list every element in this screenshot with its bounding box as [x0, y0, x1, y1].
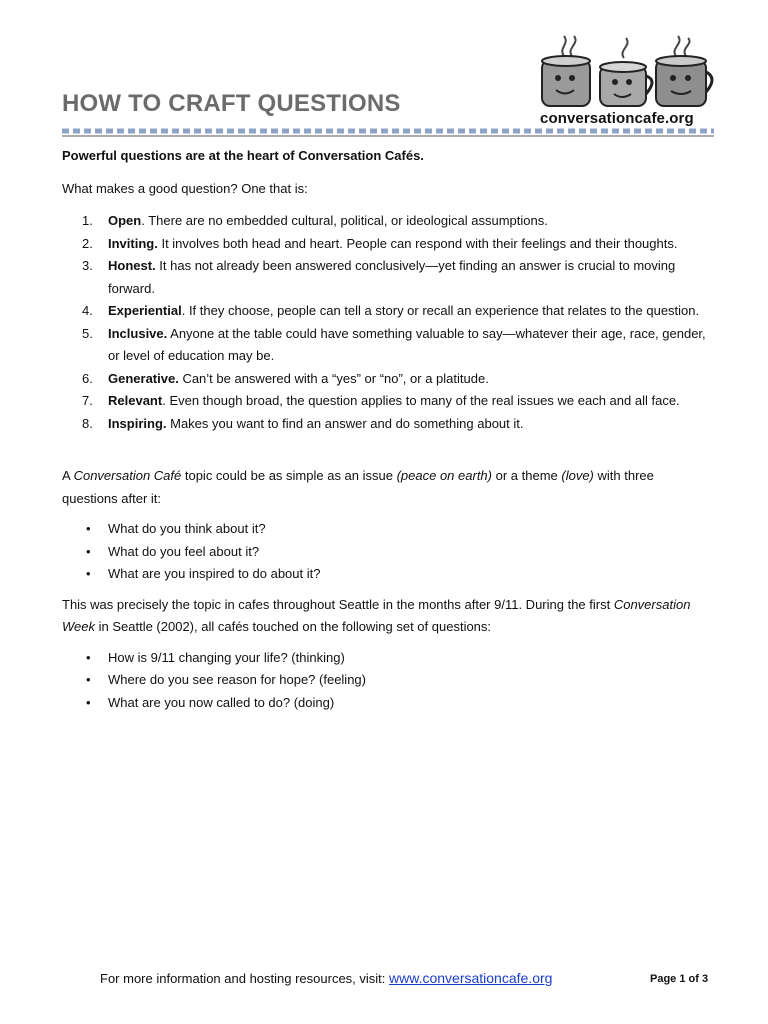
page-title: HOW TO CRAFT QUESTIONS — [62, 90, 401, 117]
footer — [100, 970, 552, 986]
topic-questions — [62, 518, 712, 586]
footer-website-link[interactable]: www.conversationcafe.org — [389, 970, 553, 986]
list-item: • What do you feel about it? — [86, 543, 260, 559]
list-item: 6. Generative. Can’t be answered with a “yes” or “no”, or a platitude. — [82, 370, 489, 386]
logo-wordmark: conversationcafe.org — [540, 110, 694, 127]
lead-sentence: Powerful questions are at the heart of Conversation Cafés. — [62, 148, 424, 163]
criteria-list — [62, 210, 712, 435]
list-item: • Where do you see reason for hope? (feeling) — [86, 672, 366, 687]
list-item: 2. Inviting. It involves both head and heart. People can respond with their feelings and their thoughts. — [82, 235, 678, 251]
coffee-mugs-icon — [536, 34, 718, 114]
list-item: • What are you now called to do? (doing) — [86, 694, 335, 710]
criteria-intro: What makes a good question? One that is: — [62, 180, 308, 196]
list-item: 8. Inspiring. Makes you want to find an answer and do something about it. — [82, 415, 524, 431]
list-item: 5. Inclusive. Anyone at the table could have something valuable to say—whatever their age, race, gender, or level of education may be. — [82, 325, 706, 363]
seattle-questions — [62, 647, 712, 715]
list-item: 7. Relevant. Even though broad, the question applies to many of the real issues we each and all face. — [82, 393, 680, 408]
topic-paragraph: A Conversation Café topic could be as simple as an issue (peace on earth) or a theme (love) with three questions after it: — [62, 468, 654, 506]
list-item: • How is 9/11 changing your life? (thinking) — [86, 649, 345, 665]
list-item: 4. Experiential. If they choose, people can tell a story or recall an experience that relates to the question. — [82, 303, 700, 318]
document-body — [62, 145, 712, 714]
seattle-paragraph: This was precisely the topic in cafes throughout Seattle in the months after 9/11. During the first Conversation Week in Seattle (2002), all cafés touched on the following set of questions: — [62, 596, 691, 634]
page-number: Page 1 of 3 — [650, 973, 709, 985]
list-item: 1. Open. There are no embedded cultural, political, or ideological assumptions. — [82, 213, 548, 228]
list-item: • What are you inspired to do about it? — [86, 566, 321, 581]
list-item: • What do you think about it? — [86, 521, 266, 536]
list-item: 3. Honest. It has not already been answered conclusively—yet finding an answer is crucial to moving forward. — [82, 258, 676, 296]
header-divider — [62, 128, 714, 138]
footer-text: For more information and hosting resources, visit: — [100, 971, 390, 986]
